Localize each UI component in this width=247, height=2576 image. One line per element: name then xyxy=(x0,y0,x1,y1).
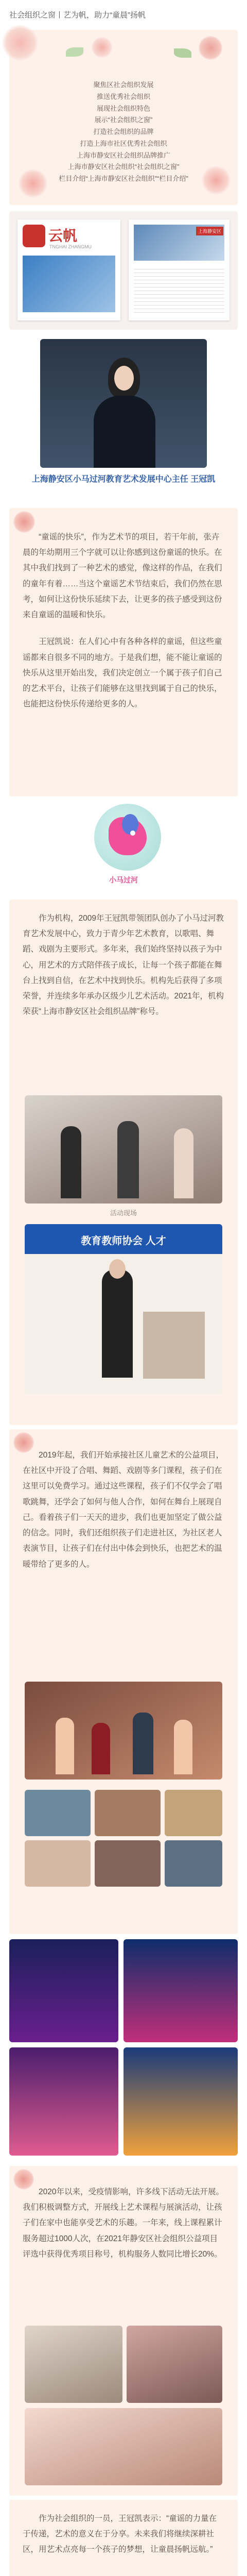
event-photo xyxy=(25,1682,222,1780)
intro-line: 展现社会组织特色 xyxy=(96,104,150,112)
magazine-title: 云帆 xyxy=(48,227,78,244)
person-figure xyxy=(61,1126,81,1198)
logo-section xyxy=(9,796,238,900)
person-face xyxy=(114,366,134,391)
intro-line: 聚焦区社会组织发展 xyxy=(93,81,154,89)
magazine-logo xyxy=(23,225,45,247)
story-panel-3 xyxy=(9,1429,238,1934)
intro-line: 展示“社会组织之窗” xyxy=(94,116,153,124)
flower-decoration xyxy=(13,511,35,533)
leaf-decoration xyxy=(174,48,191,58)
brand-name: 小马过河 xyxy=(109,876,138,884)
flower-decoration xyxy=(13,1432,34,1453)
child-figure xyxy=(56,1718,74,1774)
person-figure xyxy=(117,1121,139,1198)
intro-text xyxy=(45,79,202,185)
magazine-image xyxy=(9,211,238,330)
podium xyxy=(143,1312,205,1379)
flower-decoration xyxy=(2,25,38,61)
child-figure xyxy=(174,1720,192,1774)
article-title: 社会组织之窗丨艺为帆，助力“童晨”扬帆 xyxy=(9,11,146,20)
flower-decoration xyxy=(199,36,222,60)
paragraph: 2020年以来，受疫情影响，许多线下活动无法开展。我们积极调整方式，开展线上艺术课程与展演活动，让孩子们在家中也能享受艺术的乐趣。一年来，线上课程累计服务超过1000人次，在2021年静安区社会组织公益项目评选中获得优秀项目称号，机构服务人数同比增长20%。 xyxy=(23,2188,224,2259)
person-caption: 上海静安区小马过河教育艺术发展中心主任 王冠凯 xyxy=(31,475,216,484)
brand-logo xyxy=(94,804,161,871)
grid-photo xyxy=(95,1840,161,1887)
grid-photo xyxy=(25,1840,91,1887)
child-figure xyxy=(133,1713,153,1774)
magazine-cover xyxy=(17,219,120,320)
intro-line: 栏目介绍“上海市静安区社会组织”“栏目介绍” xyxy=(59,175,188,182)
magazine-page-text xyxy=(134,266,224,315)
class-photo xyxy=(127,2326,222,2403)
leaf-decoration xyxy=(66,47,83,57)
intro-line: 推送优秀社会组织 xyxy=(96,92,150,100)
photo-grid xyxy=(25,1790,222,1888)
intro-line: 打造上海市社区优秀社会组织 xyxy=(80,139,167,147)
horse-eye-icon xyxy=(130,831,135,836)
story-panel-5 xyxy=(9,2500,238,2576)
conference-photo xyxy=(25,1224,222,1394)
class-photo xyxy=(25,2408,222,2485)
intro-panel xyxy=(9,30,238,205)
person-photo xyxy=(40,339,207,468)
magazine-page xyxy=(129,219,230,320)
intro-line: 上海市静安区社会组织品牌推广 xyxy=(76,151,170,159)
magazine-badge: 上海静安区 xyxy=(196,227,223,235)
stage-photo xyxy=(9,2047,118,2156)
grid-photo xyxy=(95,1790,161,1836)
class-photo xyxy=(25,2326,122,2403)
magazine-subtitle: TNGHAI ZHANGMU xyxy=(49,244,92,249)
banner-text: 教育教师协会 人才 xyxy=(81,1235,166,1247)
paragraph: 2019年起，我们开始承接社区儿童艺术的公益项目，在社区中开设了合唱、舞蹈、戏剧等多门课程，孩子们在这里可以免费学习。通过这些课程，孩子们不仅学会了唱歌跳舞，还学会了如何与他人合作，如何在舞台上展现自己。看着孩子们一天天的进步，我们也更加坚定了做公益的信念。同时，我们还组织孩子们走进社区，为社区老人表演节目，让孩子们在付出中体会到快乐，也把艺术的温暖带给了更多的人。 xyxy=(23,1451,224,1569)
flower-decoration xyxy=(92,37,112,58)
stage-photo xyxy=(123,1939,238,2042)
intro-line: 打造社会组织的品牌 xyxy=(93,128,154,135)
grid-photo xyxy=(165,1840,222,1887)
person-photo-section xyxy=(9,334,238,504)
speaker-figure xyxy=(102,1269,133,1378)
magazine-photo xyxy=(23,256,115,312)
story-panel-4 xyxy=(9,2166,238,2496)
person-figure xyxy=(174,1128,193,1198)
story-panel-1 xyxy=(9,508,238,796)
stage-photos xyxy=(9,1939,238,2166)
flower-decoration xyxy=(13,2169,34,2190)
person-body xyxy=(94,396,155,468)
flower-decoration xyxy=(19,169,47,198)
grid-photo xyxy=(25,1790,91,1836)
paragraph: 王冠凯说：在人们心中有各种各样的童谣，但这些童谣都来自很多不同的地方。于是我们想，能不能让童谣的快乐从这里开始出发，我们决定创立一个属于孩子们自己的艺术平台，让孩子们能够在这里找到属于自己的快乐，也能把这份快乐传递给更多的人。 xyxy=(23,637,222,709)
stage-photo xyxy=(9,1939,118,2042)
activity-photo xyxy=(25,1095,222,1204)
photo-caption: 活动现场 xyxy=(110,1209,137,1217)
intro-line: 上海市静安区社会组织“社会组织之窗” xyxy=(67,163,180,171)
flower-decoration xyxy=(202,166,231,195)
paragraph: 作为机构，2009年王冠凯带领团队创办了小马过河教育艺术发展中心，致力于青少年艺术教育，以歌唱、舞蹈、戏剧为主要形式。多年来，我们始终坚持以孩子为中心，用艺术的方式陪伴孩子成长，让每一个孩子都能在舞台上找到自信，在艺术中找到快乐。机构先后获得了多项荣誉，并连续多年承办区级少儿艺术活动。2021年，机构荣获“上海市静安区社会组织品牌”称号。 xyxy=(23,914,224,1016)
grid-photo xyxy=(165,1790,222,1836)
speaker-head xyxy=(109,1259,126,1279)
paragraph: “童谣的快乐”，作为艺术节的项目，若干年前，张卉晨的年幼期用三个字就可以让你感到这份童谣的快乐。在其中我们找到了一种艺术的感觉，像这样的作品，在我们的童年有着……当这个童谣艺术节结束后，我们仍然在思考，如何让这份快乐延续下去，让更多的孩子感受到这份来自童谣的温暖和快乐。 xyxy=(23,533,222,620)
child-figure xyxy=(92,1723,110,1774)
paragraph: 作为社会组织的一员，王冠凯表示：“童谣的力量在于传递，艺术的意义在于分享。未来我们将继续深耕社区，用艺术点亮每一个孩子的梦想，让童晨扬帆远航。” xyxy=(23,2514,217,2554)
stage-photo xyxy=(123,2047,238,2156)
story-panel-2 xyxy=(9,900,238,1425)
